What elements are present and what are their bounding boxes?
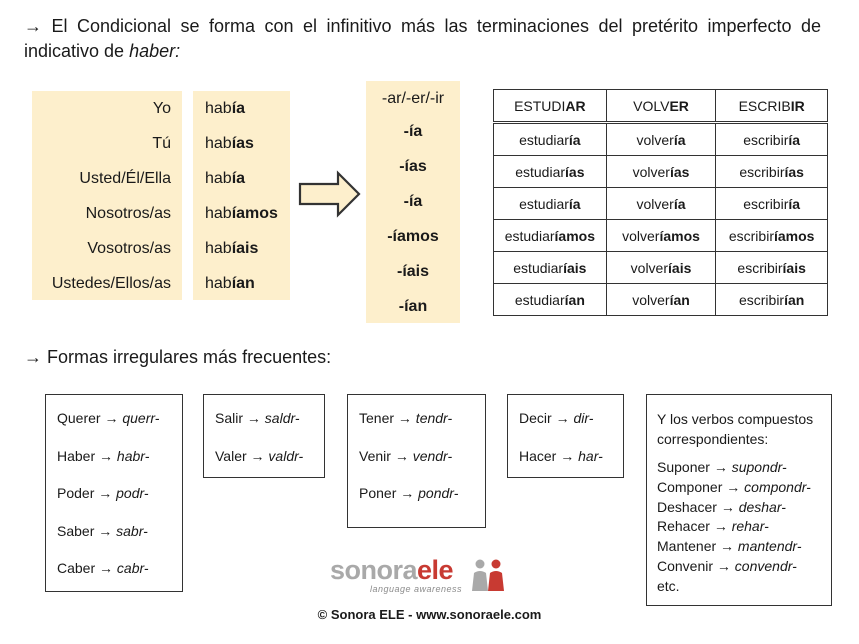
form-stem: VOLV (633, 97, 670, 114)
irregular-stem: podr- (112, 485, 149, 501)
form-ending: ía (673, 195, 686, 212)
pronoun: Usted/Él/Ella (79, 170, 171, 187)
irregular-item (359, 448, 452, 464)
form-stem: hab (205, 275, 232, 292)
ending-text: -íamos (387, 228, 439, 245)
irregular-verb: Valer (215, 447, 251, 464)
form-stem: escribir (728, 227, 774, 244)
irregular-verb: Poder (57, 485, 99, 501)
compound-stem: compondr- (740, 478, 811, 495)
form-ending: íamos (659, 227, 700, 244)
pronoun: Yo (152, 100, 171, 117)
table-row (494, 220, 828, 252)
ending-item (366, 149, 460, 184)
irregular-box-2 (203, 394, 325, 478)
irregular-verb: Hacer (519, 447, 561, 464)
irregular-item (57, 485, 149, 501)
irregular-box-3 (347, 394, 486, 528)
form-stem: volver (632, 163, 670, 180)
table-header-cell (606, 90, 716, 123)
form-stem: volver (636, 195, 674, 212)
form-ending: ían (669, 291, 690, 308)
form-stem: escribir (743, 195, 789, 212)
table-cell (494, 284, 607, 316)
form-ending: ían (231, 275, 255, 292)
irregular-verb: Caber (57, 560, 100, 576)
form-ending: íais (668, 259, 692, 276)
form-stem: escribir (739, 163, 785, 180)
table-header-cell (494, 90, 607, 123)
form-ending: AR (565, 97, 586, 114)
form-ending: íais (563, 259, 587, 276)
irregular-stem: dir- (569, 410, 594, 426)
form-stem: volver (636, 131, 674, 148)
form-stem: estudiar (519, 131, 569, 148)
table-cell (716, 188, 828, 220)
form-ending: ía (568, 131, 581, 148)
irregular-stem: pondr- (414, 485, 459, 501)
table-header-row (494, 90, 828, 123)
form-stem: estudiar (514, 291, 565, 308)
table-cell (494, 188, 607, 220)
intro-paragraph (24, 14, 821, 64)
irregular-item (57, 448, 149, 464)
irregular-verb: Decir (519, 410, 556, 426)
table-row (494, 123, 828, 156)
arrow-icon: → (24, 16, 42, 36)
irregular-item (519, 448, 603, 464)
irregular-verb: Tener (359, 410, 398, 426)
ending-text: -ían (398, 298, 428, 315)
ending-item (366, 254, 460, 289)
ending-text: -ía (403, 123, 423, 140)
form-stem: hab (205, 100, 232, 117)
arrow-icon: → (246, 410, 261, 426)
compound-verb: Deshacer (657, 498, 721, 515)
pronoun: Tú (152, 135, 171, 152)
table-row (494, 252, 828, 284)
table-cell (716, 252, 828, 284)
compound-verb: Convenir (657, 558, 717, 574)
irregular-stem: har- (574, 447, 603, 464)
arrow-icon: → (560, 447, 575, 464)
irregular-stem: habr- (113, 447, 150, 464)
pronoun: Nosotros/as (85, 205, 171, 222)
ending-text: -ía (403, 193, 423, 210)
compound-verb: Componer (657, 478, 727, 495)
form-stem: hab (205, 240, 232, 257)
irregular-item (359, 410, 452, 426)
compound-stem: deshar- (734, 498, 786, 515)
footer-copyright: © Sonora ELE - www.sonoraele.com (317, 607, 542, 622)
compound-stem: mantendr- (734, 538, 802, 555)
form-stem: volver (622, 227, 660, 244)
endings-panel (366, 81, 460, 323)
form-stem: escribir (743, 131, 789, 148)
ending-item (366, 289, 460, 324)
pronoun: Vosotros/as (87, 240, 171, 257)
table-cell (494, 252, 607, 284)
form-stem: estudiar (515, 163, 566, 180)
compound-stem: convendr- (730, 558, 797, 574)
form-ending: ías (565, 163, 585, 180)
irregular-heading (24, 347, 331, 368)
irregular-box-4 (507, 394, 624, 478)
ending-item (366, 184, 460, 219)
irregular-stem: sabr- (112, 522, 148, 539)
form-ending: ía (568, 195, 581, 212)
irregular-item (57, 410, 159, 426)
arrow-icon: → (24, 347, 42, 367)
haber-form (205, 266, 255, 301)
right-arrow-icon (298, 170, 362, 218)
form-stem: escribir (738, 291, 785, 308)
irregular-item (215, 410, 300, 426)
arrow-icon: → (99, 447, 114, 464)
table-cell (606, 123, 716, 156)
haber-form (205, 91, 245, 126)
form-ending: íamos (554, 227, 595, 244)
form-stem: escribir (737, 259, 783, 276)
compound-stem: rehar- (727, 518, 769, 535)
ending-text: -ías (399, 158, 427, 175)
irregular-item (57, 560, 149, 576)
intro-text: El Condicional se forma con el infinitivo más las terminaciones del pretérito imperfecto de indicativo de (24, 16, 821, 61)
arrow-icon: → (400, 485, 415, 501)
arrow-icon: → (713, 459, 728, 475)
irregular-item (359, 485, 458, 501)
table-cell (716, 123, 828, 156)
arrow-icon: → (726, 478, 741, 495)
compound-verb: Mantener (657, 538, 721, 555)
form-stem: ESCRIB (738, 97, 791, 114)
compound-verbs-box (646, 394, 832, 606)
irregular-verb: Saber (57, 522, 99, 539)
logo-sonora: sonora (330, 555, 418, 585)
arrow-icon: → (555, 410, 570, 426)
form-stem: estudiar (504, 227, 555, 244)
compound-item (657, 557, 797, 577)
table-cell (716, 156, 828, 188)
arrow-icon: → (716, 558, 731, 574)
arrow-icon: → (99, 560, 114, 576)
table-cell (716, 284, 828, 316)
haber-form (205, 196, 278, 231)
irregular-stem: valdr- (264, 447, 304, 464)
conjugation-table (493, 89, 828, 316)
arrow-icon: → (98, 522, 113, 539)
form-ending: ía (231, 170, 246, 187)
irregular-stem: tendr- (411, 410, 453, 426)
logo-ele: ele (417, 555, 454, 585)
irregular-verb: Querer (57, 410, 105, 426)
compound-intro-line1: Y los verbos compuestos (657, 411, 814, 427)
form-ending: ía (788, 131, 801, 148)
arrow-icon: → (720, 498, 735, 515)
compound-item (657, 537, 802, 557)
irregular-verb: Venir (359, 447, 395, 464)
irregular-stem: querr- (118, 410, 160, 426)
table-cell (716, 220, 828, 252)
irregular-verb: Poner (359, 485, 401, 501)
form-stem: estudiar (519, 195, 569, 212)
form-stem: hab (205, 170, 232, 187)
form-ending: ía (231, 100, 246, 117)
form-ending: ías (669, 163, 690, 180)
irregular-heading-text: Formas irregulares más frecuentes: (47, 347, 332, 367)
pronoun-panel (32, 91, 182, 300)
ending-text: -íais (396, 263, 429, 280)
arrow-icon: → (98, 485, 113, 501)
arrow-icon: → (394, 447, 409, 464)
form-ending: ías (231, 135, 254, 152)
form-ending: íamos (773, 227, 815, 244)
form-ending: íamos (231, 205, 278, 222)
table-cell (606, 252, 716, 284)
irregular-box-1 (45, 394, 183, 592)
irregular-stem: cabr- (113, 560, 149, 576)
table-cell (606, 156, 716, 188)
logo-tagline: language awareness (370, 584, 463, 594)
intro-verb: haber: (129, 41, 181, 61)
form-stem: volver (630, 259, 669, 276)
form-ending: ía (788, 195, 801, 212)
compound-etc: etc. (657, 578, 680, 594)
form-stem: ESTUDI (514, 97, 566, 114)
haber-form (205, 161, 245, 196)
irregular-item (519, 410, 593, 426)
irregular-verb: Salir (215, 410, 247, 426)
sonoraele-logo (330, 555, 510, 597)
irregular-verb: Haber (57, 447, 100, 464)
irregular-item (215, 448, 303, 464)
compound-item (657, 498, 786, 518)
haber-form (205, 126, 254, 161)
form-ending: ían (784, 291, 805, 308)
haber-form (205, 231, 258, 266)
table-cell (606, 220, 716, 252)
pronoun: Ustedes/Ellos/as (51, 275, 171, 292)
haber-forms-panel (193, 91, 290, 300)
form-ending: íais (782, 259, 806, 276)
form-ending: íais (231, 240, 259, 257)
irregular-item (57, 523, 148, 539)
arrow-icon: → (713, 518, 728, 535)
arrow-icon: → (397, 410, 412, 426)
table-row (494, 156, 828, 188)
table-cell (494, 123, 607, 156)
compound-intro-line2: correspondientes: (657, 431, 769, 447)
compound-verb: Suponer (657, 459, 714, 475)
table-header-cell (716, 90, 828, 123)
ending-item (366, 114, 460, 149)
irregular-stem: vendr- (408, 447, 453, 464)
form-ending: ías (784, 163, 804, 180)
arrow-icon: → (104, 410, 119, 426)
form-stem: hab (205, 135, 232, 152)
form-stem: volver (632, 291, 670, 308)
table-row (494, 188, 828, 220)
table-cell (494, 220, 607, 252)
compound-verb: Rehacer (657, 518, 714, 535)
endings-header: -ar/-er/-ir (381, 90, 445, 107)
irregular-stem: saldr- (260, 410, 300, 426)
form-ending: ía (673, 131, 686, 148)
table-row (494, 284, 828, 316)
table-cell (606, 188, 716, 220)
compound-item (657, 478, 811, 498)
table-cell (606, 284, 716, 316)
compound-stem: supondr- (727, 459, 787, 475)
form-stem: estudiar (513, 259, 564, 276)
ending-item (366, 219, 460, 254)
form-ending: IR (790, 97, 805, 114)
people-icon (469, 558, 507, 592)
form-ending: ER (669, 97, 689, 114)
form-ending: ían (564, 291, 585, 308)
form-stem: hab (205, 205, 232, 222)
table-cell (494, 156, 607, 188)
compound-item (657, 517, 769, 537)
arrow-icon: → (250, 447, 265, 464)
arrow-icon: → (720, 538, 735, 555)
compound-item (657, 458, 787, 478)
